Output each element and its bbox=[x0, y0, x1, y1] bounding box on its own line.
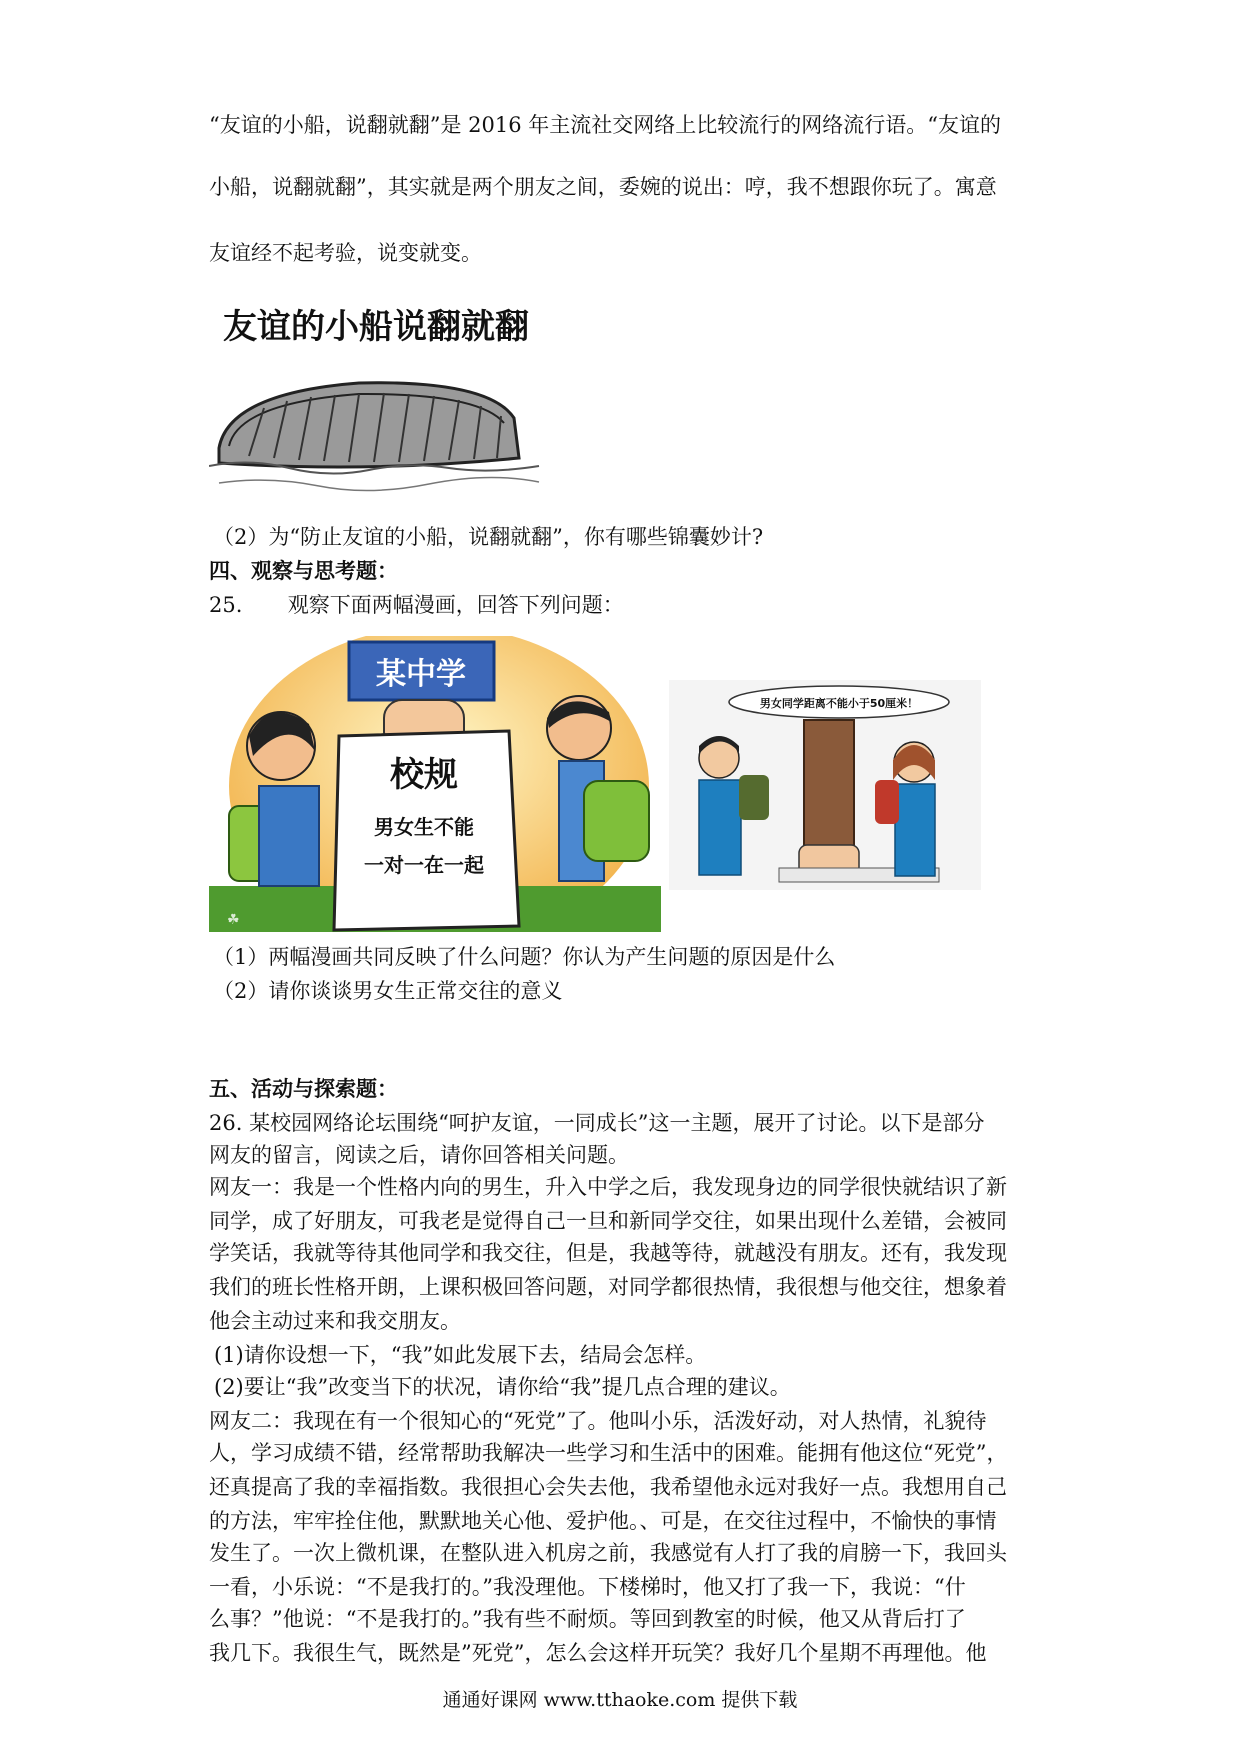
intro-line-2: 小船，说翻就翻”，其实就是两个朋友之间，委婉的说出：哼，我不想跟你玩了。寓意 bbox=[209, 175, 997, 199]
school-rules-comic bbox=[209, 636, 661, 932]
q26-line-12: 还真提高了我的幸福指数。我很担心会失去他，我希望他永远对我好一点。我想用自己 bbox=[209, 1475, 1007, 1499]
q26-line-14: 发生了。一次上微机课，在整队进入机房之前，我感觉有人打了我的肩膀一下，我回头 bbox=[209, 1541, 1007, 1565]
q26-line-16: 么事？”他说：“不是我打的。”我有些不耐烦。等回到教室的时候，他又从背后打了 bbox=[209, 1607, 966, 1631]
intro-line-3: 友谊经不起考验，说变就变。 bbox=[209, 241, 482, 265]
comic-sign-text: 某中学 bbox=[376, 657, 466, 692]
question-25-text: 观察下面两幅漫画，回答下列问题： bbox=[287, 593, 624, 617]
question-25-number: 25. bbox=[209, 593, 243, 617]
distance-rule-comic bbox=[669, 680, 981, 890]
intro-line-1: “友谊的小船，说翻就翻”是 2016 年主流社交网络上比较流行的网络流行语。“友谊的 bbox=[209, 113, 1001, 137]
q26-line-11: 人，学习成绩不错，经常帮助我解决一些学习和生活中的困难。能拥有他这位“死党”， bbox=[209, 1441, 1008, 1465]
question-25-1: （1）两幅漫画共同反映了什么问题？你认为产生问题的原因是什么 bbox=[213, 945, 836, 969]
q26-line-10: 网友二：我现在有一个很知心的“死党”了。他叫小乐，活泼好动，对人热情，礼貌待 bbox=[209, 1409, 987, 1433]
paper-line-2: 一对一在一起 bbox=[364, 853, 484, 877]
question-24-2: （2）为“防止友谊的小船，说翻就翻”，你有哪些锦囊妙计? bbox=[213, 525, 764, 549]
q26-line-7: 他会主动过来和我交朋友。 bbox=[209, 1309, 461, 1333]
page-footer: 通通好课网 www.tthaoke.com 提供下载 bbox=[442, 1689, 798, 1711]
q26-line-2: 网友的留言，阅读之后，请你回答相关问题。 bbox=[209, 1143, 629, 1167]
speech-bubble-text: 男女同学距离不能小于50厘米！ bbox=[759, 697, 919, 710]
paper-title: 校规 bbox=[390, 755, 458, 795]
q26-line-9: (2)要让“我”改变当下的状况，请你给“我”提几点合理的建议。 bbox=[214, 1375, 791, 1399]
q26-line-5: 学笑话，我就等待其他同学和我交往，但是，我越等待，就越没有朋友。还有，我发现 bbox=[209, 1241, 1007, 1265]
q26-line-17: 我几下。我很生气，既然是”死党”，怎么会这样开玩笑？我好几个星期不再理他。他 bbox=[209, 1641, 987, 1665]
q26-line-13: 的方法，牢牢拴住他，默默地关心他、爱护他。、可是，在交往过程中，不愉快的事情 bbox=[209, 1509, 997, 1533]
q26-line-6: 我们的班长性格开朗，上课积极回答问题，对同学都很热情，我很想与他交往，想象着 bbox=[209, 1275, 1007, 1299]
question-25-2: （2）请你谈谈男女生正常交往的意义 bbox=[213, 979, 563, 1003]
q26-line-4: 同学，成了好朋友，可我老是觉得自己一旦和新同学交往，如果出现什么差错，会被同 bbox=[209, 1209, 1007, 1233]
watermark-mark: ☘ bbox=[227, 912, 240, 928]
q26-line-3: 网友一：我是一个性格内向的男生，升入中学之后，我发现身边的同学很快就结识了新 bbox=[209, 1175, 1007, 1199]
section-5-title: 五、活动与探索题： bbox=[209, 1077, 398, 1101]
boat-caption: 友谊的小船说翻就翻 bbox=[223, 307, 529, 347]
section-4-title: 四、观察与思考题： bbox=[209, 559, 398, 583]
q26-line-1: 26. 某校园网络论坛围绕“呵护友谊，一同成长”这一主题，展开了讨论。以下是部分 bbox=[209, 1111, 985, 1135]
q26-line-8: (1)请你设想一下，“我”如此发展下去，结局会怎样。 bbox=[214, 1343, 707, 1367]
q26-line-15: 一看，小乐说：“不是我打的。”我没理他。下楼梯时，他又打了我一下，我说：“什 bbox=[209, 1575, 966, 1599]
question-25-stem bbox=[209, 590, 1039, 620]
paper-line-1: 男女生不能 bbox=[374, 815, 474, 839]
boat-cartoon-image bbox=[209, 298, 554, 503]
